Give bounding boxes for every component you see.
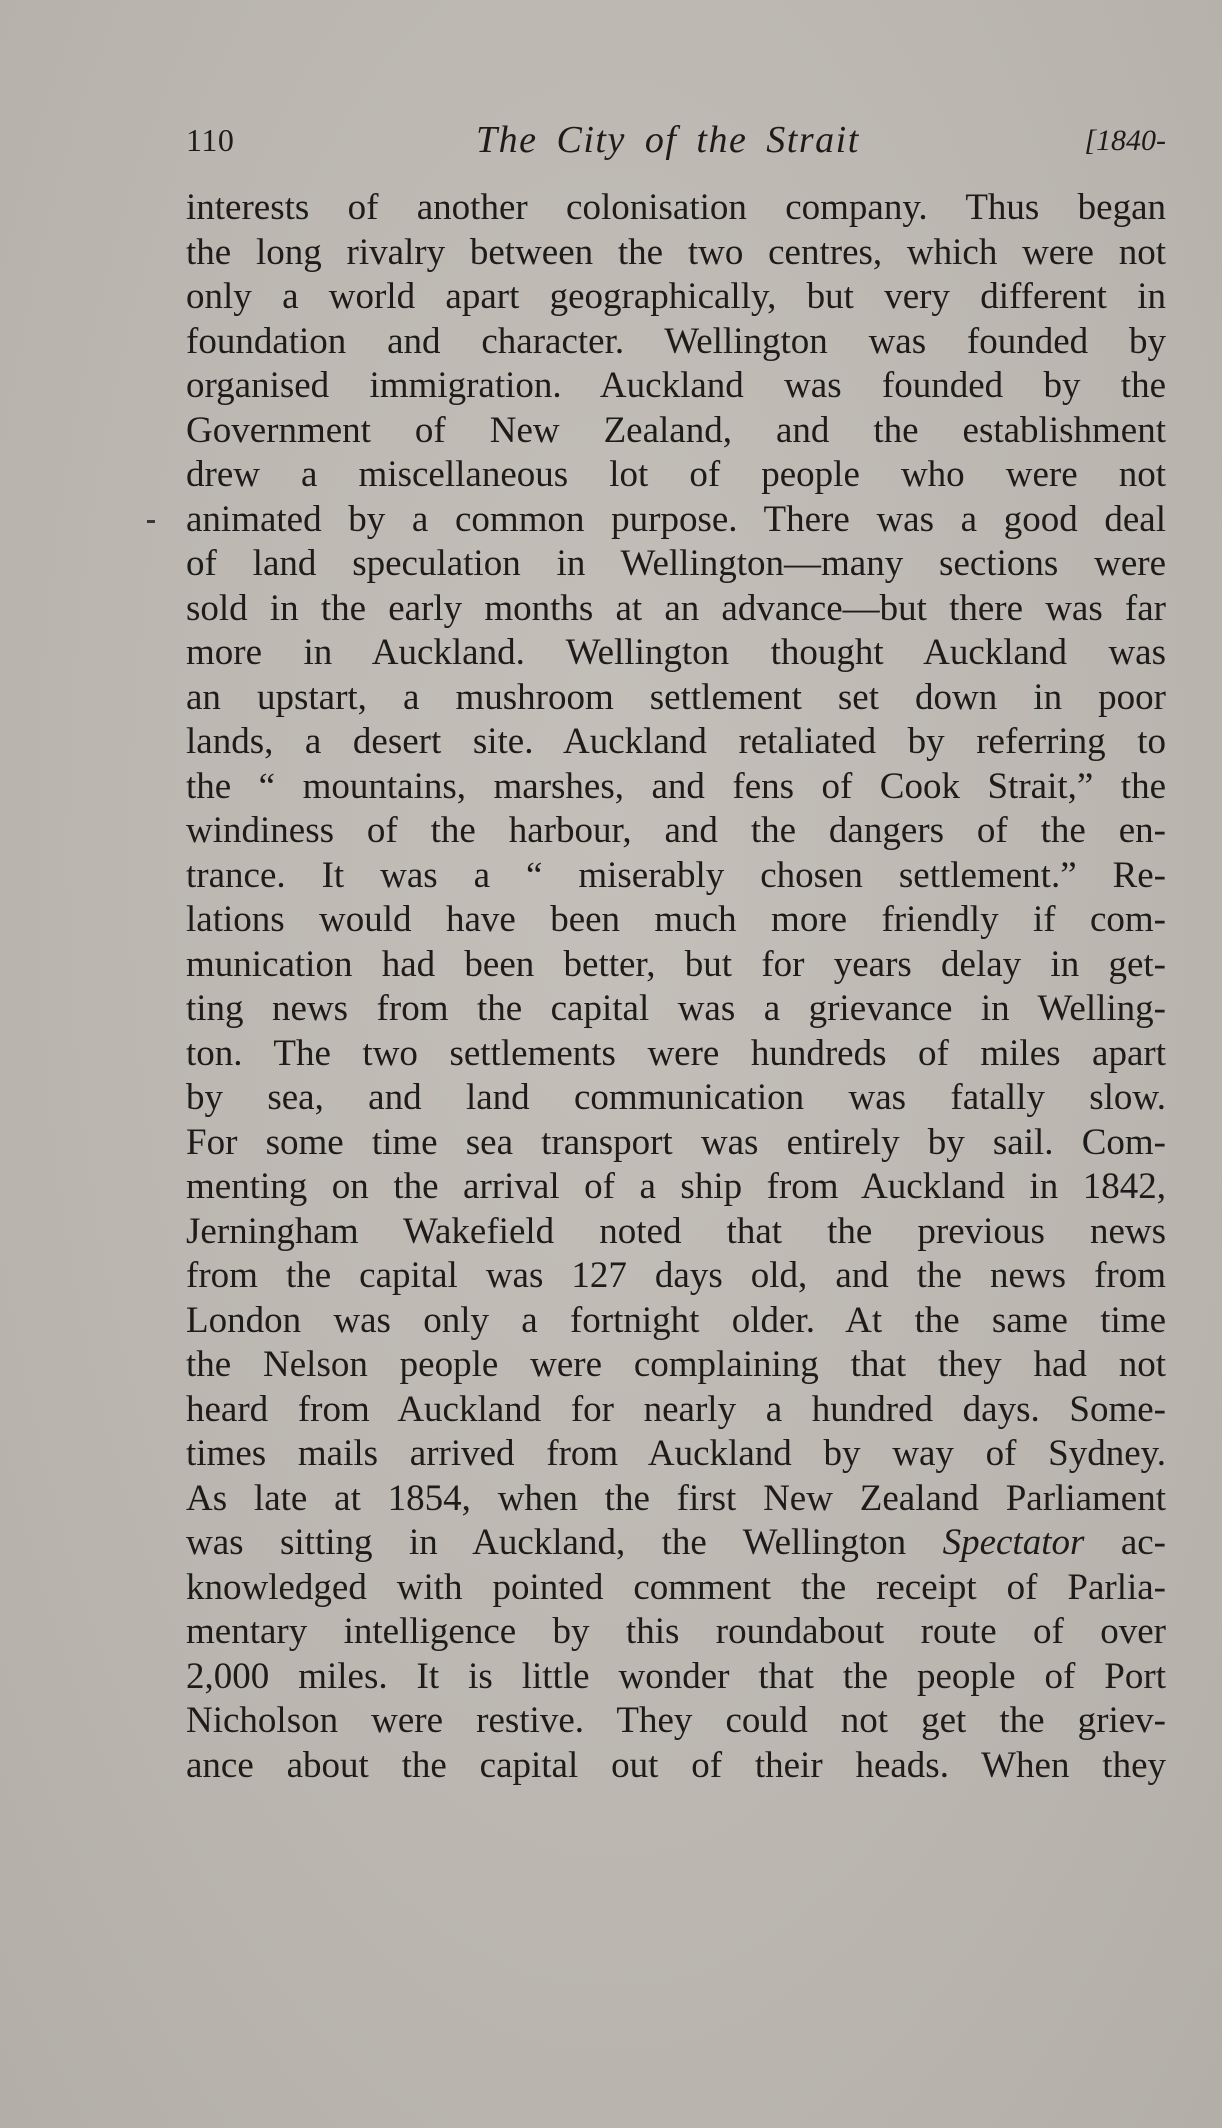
text-line: Nicholson were restive. They could not get the griev- <box>186 1700 1166 1741</box>
running-title: The City of the Strait <box>476 119 860 161</box>
text-line: interests of another colonisation company. Thus began <box>186 187 1166 228</box>
page-number: 110 <box>186 122 235 158</box>
running-date: [1840- <box>1084 124 1166 157</box>
text-line: sold in the early months at an advance—but there was far <box>186 587 1166 629</box>
text-line: drew a miscellaneous lot of people who were not <box>186 454 1166 495</box>
text-line: ance about the capital out of their heads. When they <box>186 1744 1166 1786</box>
text-line: 2,000 miles. It is little wonder that the people of Port <box>186 1655 1166 1697</box>
text-line: Government of New Zealand, and the establishment <box>186 409 1166 451</box>
text-line: of land speculation in Wellington—many sections were <box>186 543 1166 584</box>
text-line: times mails arrived from Auckland by way of Sydney. <box>186 1433 1166 1474</box>
text-line: the “ mountains, marshes, and fens of Cook Strait,” the <box>186 765 1166 807</box>
text-line: ting news from the capital was a grievance in Welling- <box>186 988 1166 1029</box>
text-line: For some time sea transport was entirely by sail. Com- <box>186 1121 1166 1163</box>
text-line: foundation and character. Wellington was founded by <box>186 320 1166 362</box>
margin-mark <box>147 520 155 523</box>
text-line: windiness of the harbour, and the dangers of the en- <box>186 810 1166 851</box>
text-line-with-italic <box>186 1521 1166 1566</box>
text-fragment: ac- <box>1084 1522 1166 1563</box>
text-line: munication had been better, but for years delay in get- <box>186 943 1166 985</box>
body-text <box>186 186 1166 1788</box>
text-line: only a world apart geographically, but very different in <box>186 276 1166 317</box>
text-fragment: was sitting in Auckland, the Wellington <box>186 1522 943 1563</box>
text-line: lands, a desert site. Auckland retaliated by referring to <box>186 721 1166 762</box>
text-line: menting on the arrival of a ship from Auckland in 1842, <box>186 1166 1166 1207</box>
text-line: heard from Auckland for nearly a hundred days. Some- <box>186 1388 1166 1430</box>
text-line: the long rivalry between the two centres, which were not <box>186 231 1166 273</box>
text-line: from the capital was 127 days old, and the news from <box>186 1255 1166 1296</box>
text-line: ton. The two settlements were hundreds of miles apart <box>186 1032 1166 1074</box>
text-line: more in Auckland. Wellington thought Auckland was <box>186 632 1166 673</box>
text-line: knowledged with pointed comment the receipt of Parlia- <box>186 1566 1166 1608</box>
running-head <box>186 118 1166 166</box>
text-line: trance. It was a “ miserably chosen settlement.” Re- <box>186 854 1166 896</box>
text-line: organised immigration. Auckland was founded by the <box>186 365 1166 406</box>
text-line: the Nelson people were complaining that they had not <box>186 1344 1166 1385</box>
text-line: an upstart, a mushroom settlement set down in poor <box>186 676 1166 718</box>
text-line: Jerningham Wakefield noted that the previous news <box>186 1210 1166 1252</box>
text-line: animated by a common purpose. There was a good deal <box>186 498 1166 540</box>
text-line: As late at 1854, when the first New Zealand Parliament <box>186 1477 1166 1519</box>
text-line: mentary intelligence by this roundabout route of over <box>186 1611 1166 1652</box>
text-line: by sea, and land communication was fatally slow. <box>186 1077 1166 1118</box>
text-line: London was only a fortnight older. At the same time <box>186 1299 1166 1341</box>
italic-title-spectator: Spectator <box>942 1522 1085 1563</box>
text-line: lations would have been much more friendly if com- <box>186 899 1166 940</box>
